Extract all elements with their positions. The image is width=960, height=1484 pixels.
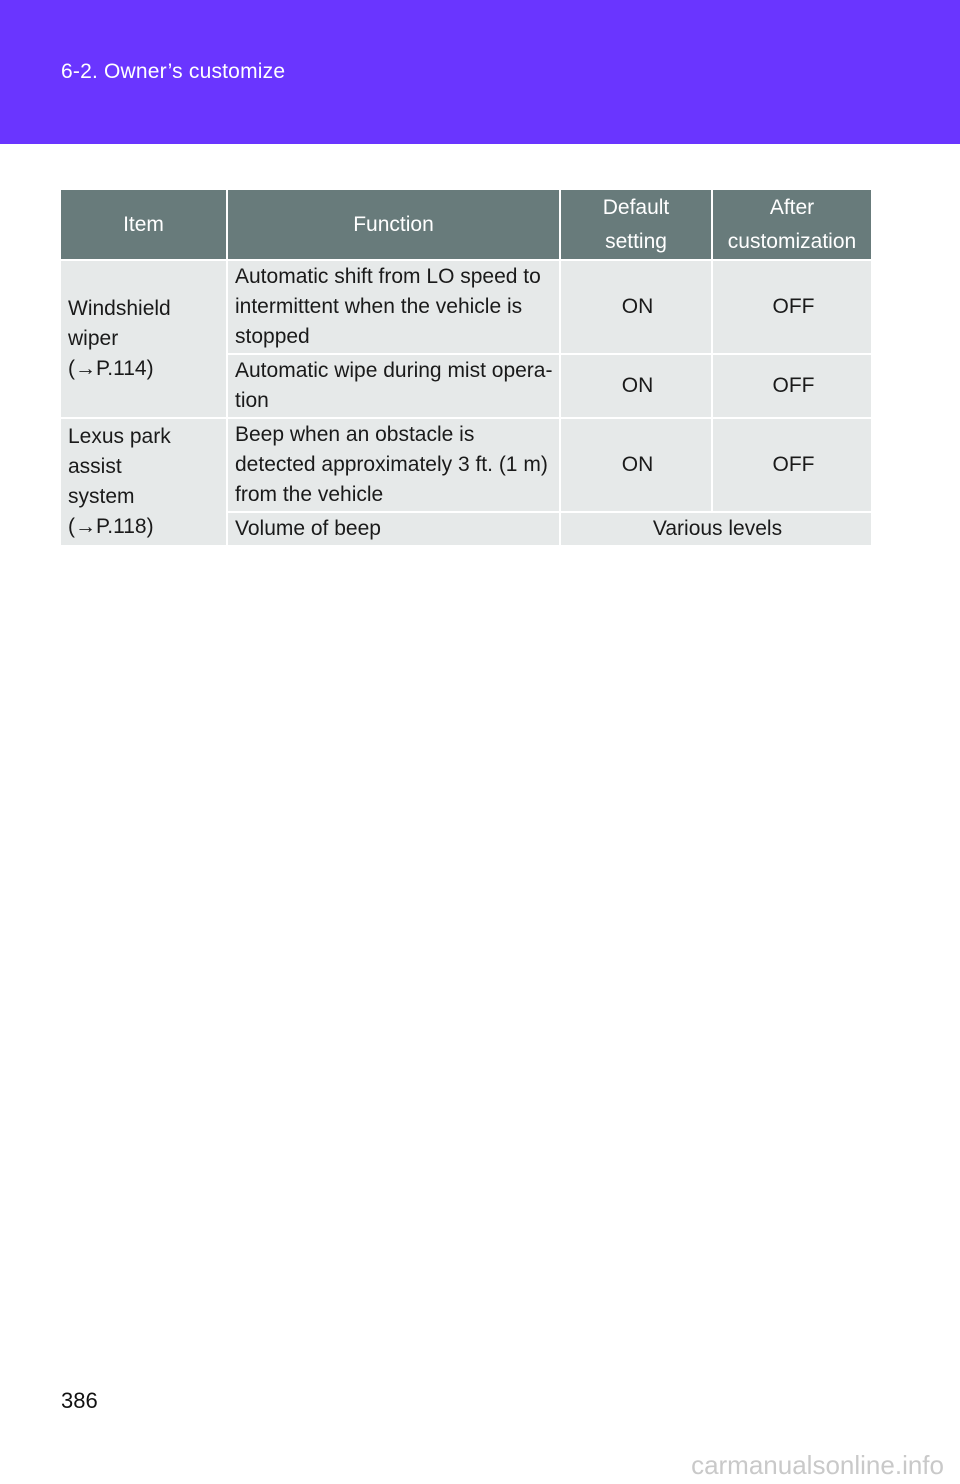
default-cell: ON — [560, 260, 712, 354]
function-cell: Beep when an obstacle is detected approximately 3 ft. (1 m) from the vehicle — [227, 418, 560, 512]
after-cell: OFF — [712, 260, 871, 354]
function-cell: Automatic wipe during mist opera-tion — [227, 354, 560, 418]
header-item: Item — [61, 190, 227, 260]
table-header-row — [61, 190, 871, 260]
header-default-line1: Default — [602, 195, 670, 219]
item-name-line2: system — [68, 485, 135, 508]
section-title: 6-2. Owner’s customize — [61, 60, 286, 83]
item-lexus-park-assist — [61, 418, 227, 545]
after-cell: OFF — [712, 354, 871, 418]
default-cell: ON — [560, 418, 712, 512]
page-number: 386 — [61, 1388, 98, 1413]
item-name-line1: Lexus park assist — [68, 425, 171, 478]
watermark-text: carmanualsonline.info — [691, 1450, 944, 1480]
function-cell: Automatic shift from LO speed to intermittent when the vehicle is stopped — [227, 260, 560, 354]
combined-setting-cell: Various levels — [560, 512, 871, 545]
item-windshield-wiper — [61, 260, 227, 418]
header-after-line2: customization — [727, 229, 857, 253]
item-page-ref: (→P.118) — [68, 515, 154, 538]
table-row — [61, 418, 871, 512]
customization-table — [61, 190, 871, 545]
default-cell: ON — [560, 354, 712, 418]
function-cell: Volume of beep — [227, 512, 560, 545]
header-after-line1: After — [769, 195, 815, 219]
item-name-line1: Windshield — [68, 297, 171, 320]
item-name-line2: wiper — [68, 327, 119, 350]
item-page-ref: (→P.114) — [68, 357, 154, 380]
header-default-setting — [560, 190, 712, 260]
table-row — [61, 260, 871, 354]
header-after-customization — [712, 190, 871, 260]
header-default-line2: setting — [605, 229, 667, 253]
header-function: Function — [227, 190, 560, 260]
after-cell: OFF — [712, 418, 871, 512]
